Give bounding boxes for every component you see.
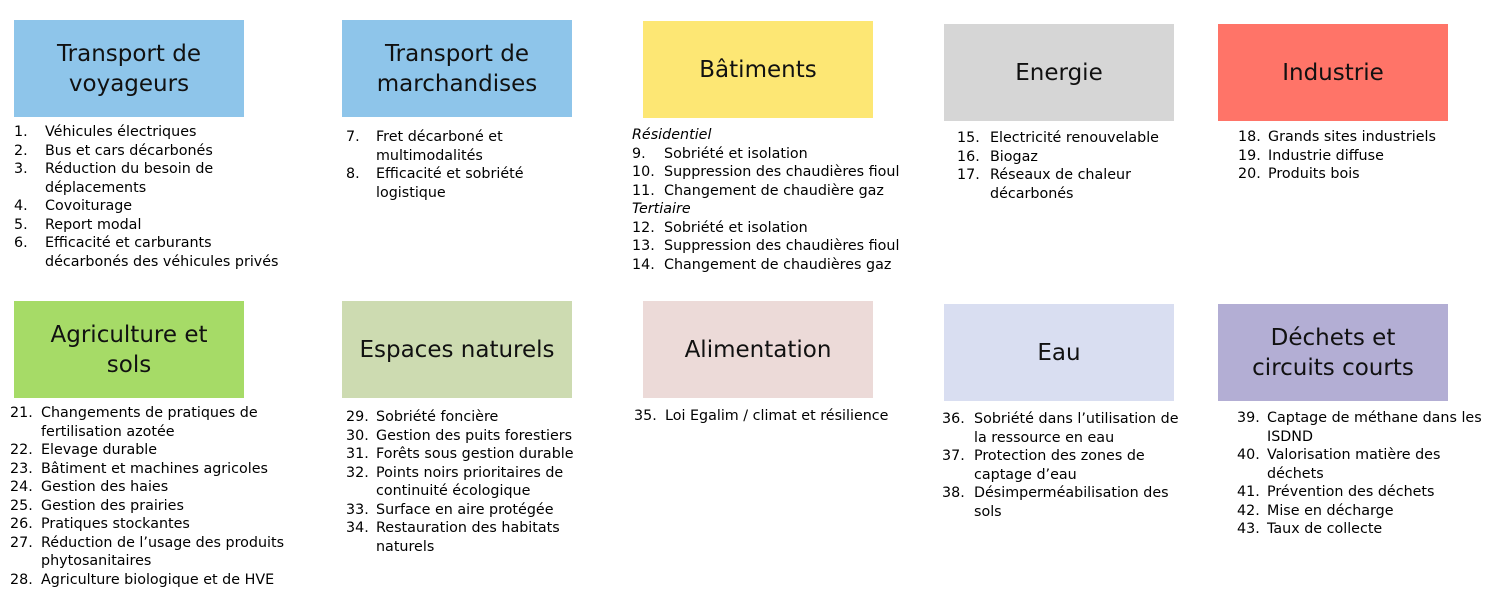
measure-item: [942, 447, 1179, 484]
subgroup-label: Tertiaire: [632, 201, 691, 217]
measure-text: Restauration des habitats naturels: [376, 520, 560, 555]
category-box-batiments: [643, 21, 873, 118]
measure-text: Sobriété foncière: [376, 409, 499, 425]
measure-item: [1237, 520, 1482, 539]
category-box-agriculture: [14, 301, 244, 398]
measure-item: [632, 163, 899, 182]
measure-text: Sobriété et isolation: [664, 219, 808, 236]
measure-text: Fret décarboné et multimodalités: [376, 129, 503, 164]
measure-item: [14, 197, 279, 216]
measure-number: 2.: [14, 142, 28, 159]
measure-item: [1237, 502, 1482, 521]
measure-text: Sobriété et isolation: [664, 145, 808, 162]
subgroup-label: Résidentiel: [632, 127, 712, 143]
category-box-alimentation: [643, 301, 873, 398]
category-title: Alimentation: [684, 336, 832, 363]
measure-item: [957, 148, 1159, 167]
measure-item: [1237, 483, 1482, 502]
measure-item: [1237, 446, 1482, 483]
measure-number: 41.: [1237, 484, 1260, 500]
measure-item: [942, 484, 1179, 521]
measure-number: 17.: [957, 167, 980, 183]
category-title: Agriculture et sols: [50, 321, 208, 378]
category-box-energie: [944, 24, 1174, 121]
measure-item: [10, 497, 284, 516]
measure-number: 43.: [1237, 521, 1260, 537]
measure-number: 33.: [346, 501, 369, 518]
measure-number: 11.: [632, 182, 655, 199]
measure-text: Sobriété dans l’utilisation de la ressource en eau: [974, 411, 1179, 446]
measure-text: Changements de pratiques de fertilisation azotée: [41, 405, 258, 440]
measure-item: [632, 237, 899, 256]
measure-text: Changement de chaudière gaz: [664, 182, 884, 199]
measure-number: 24.: [10, 479, 33, 495]
measure-text: Suppression des chaudières fioul: [664, 164, 900, 180]
category-box-espaces-naturels: [342, 301, 572, 398]
measure-text: Efficacité et carburants décarbonés des véhicules privés: [45, 235, 279, 270]
measure-number: 7.: [346, 129, 360, 145]
measure-number: 31.: [346, 446, 369, 462]
measure-item: [10, 478, 284, 497]
measure-item: [10, 571, 284, 590]
measure-number: 40.: [1237, 447, 1260, 463]
category-box-industrie: [1218, 24, 1448, 121]
measure-item: [346, 427, 574, 446]
measure-number: 3.: [14, 161, 28, 177]
category-box-dechets: [1218, 304, 1448, 401]
measure-number: 19.: [1238, 147, 1261, 164]
measure-list-transport-marchandises: [346, 128, 524, 202]
measure-text: Réduction du besoin de déplacements: [45, 161, 214, 196]
measure-number: 10.: [632, 164, 655, 180]
category-title: Eau: [1037, 339, 1081, 366]
measure-item: [14, 234, 279, 271]
measure-number: 23.: [10, 460, 33, 477]
measure-number: 14.: [632, 256, 655, 273]
measure-item: [957, 129, 1159, 148]
category-title: Transport de marchandises: [376, 40, 538, 97]
measure-number: 38.: [942, 485, 965, 501]
measure-number: 27.: [10, 534, 33, 551]
measure-item: [14, 216, 279, 235]
measure-text: Biogaz: [990, 148, 1038, 165]
measure-item: [14, 123, 279, 142]
measure-text: Electricité renouvelable: [990, 130, 1159, 146]
measure-item: [346, 445, 574, 464]
measure-item: [14, 160, 279, 197]
measure-item: [14, 142, 279, 161]
measure-text: Prévention des déchets: [1267, 484, 1435, 500]
measure-item: [634, 407, 888, 426]
measure-number: 20.: [1238, 166, 1261, 182]
measure-number: 34.: [346, 520, 369, 536]
category-title: Energie: [1015, 59, 1103, 86]
measure-number: 15.: [957, 130, 980, 146]
measure-text: Report modal: [45, 216, 142, 233]
measure-text: Industrie diffuse: [1268, 147, 1384, 164]
measure-item: [1237, 409, 1482, 446]
measure-item: [346, 165, 524, 202]
measure-number: 30.: [346, 427, 369, 444]
measure-number: 9.: [632, 145, 646, 162]
measure-number: 37.: [942, 448, 965, 464]
measure-number: 36.: [942, 411, 965, 427]
measure-number: 25.: [10, 497, 33, 514]
measure-number: 4.: [14, 198, 28, 214]
category-title: Industrie: [1282, 59, 1384, 86]
measure-number: 8.: [346, 166, 360, 182]
measure-item: [632, 182, 899, 201]
measure-item: [346, 501, 574, 520]
measure-text: Suppression des chaudières fioul: [664, 238, 900, 254]
measure-item: [346, 464, 574, 501]
measure-text: Valorisation matière des déchets: [1267, 447, 1441, 482]
measure-text: Réduction de l’usage des produits phytosanitaires: [41, 534, 285, 569]
category-title: Déchets et circuits courts: [1252, 324, 1414, 381]
measure-text: Protection des zones de captage d’eau: [974, 448, 1145, 483]
measure-number: 35.: [634, 408, 657, 424]
measure-text: Réseaux de chaleur décarbonés: [990, 167, 1131, 202]
measure-list-industrie: [1238, 128, 1436, 184]
measure-text: Pratiques stockantes: [41, 516, 190, 532]
measure-text: Elevage durable: [41, 442, 158, 458]
measure-text: Produits bois: [1268, 166, 1360, 182]
measure-number: 18.: [1238, 129, 1261, 145]
measure-number: 5.: [14, 216, 28, 233]
category-title: Espaces naturels: [359, 336, 555, 363]
measure-item: [632, 256, 899, 275]
measure-list-agriculture: [10, 404, 284, 589]
measure-number: 32.: [346, 464, 369, 481]
category-box-transport-marchandises: [342, 20, 572, 117]
measure-text: Désimperméabilisation des sols: [974, 485, 1169, 520]
category-box-transport-voyageurs: [14, 20, 244, 117]
measure-list-batiments: [632, 126, 899, 274]
measure-text: Captage de méthane dans les ISDND: [1267, 410, 1482, 445]
measure-item: [346, 519, 574, 556]
measure-item: [1238, 128, 1436, 147]
measure-text: Taux de collecte: [1267, 521, 1383, 537]
measure-list-dechets: [1237, 409, 1482, 539]
measure-list-espaces-naturels: [346, 408, 574, 556]
measure-item: [1238, 165, 1436, 184]
measure-text: Véhicules électriques: [45, 124, 197, 140]
measure-text: Gestion des puits forestiers: [376, 427, 573, 444]
measure-number: 26.: [10, 516, 33, 532]
measure-text: Changement de chaudières gaz: [664, 256, 892, 273]
measure-item: [10, 404, 284, 441]
measure-text: Covoiturage: [45, 198, 133, 214]
category-title: Bâtiments: [699, 56, 817, 83]
measure-number: 12.: [632, 219, 655, 236]
measure-item: [957, 166, 1159, 203]
measure-list-energie: [957, 129, 1159, 203]
measure-number: 6.: [14, 235, 28, 251]
measure-list-alimentation: [634, 407, 888, 426]
measure-text: Mise en décharge: [1267, 502, 1394, 519]
measure-text: Forêts sous gestion durable: [376, 446, 574, 462]
measure-text: Bâtiment et machines agricoles: [41, 460, 268, 477]
measure-text: Efficacité et sobriété logistique: [376, 166, 524, 201]
measure-text: Points noirs prioritaires de continuité écologique: [376, 464, 564, 499]
measure-number: 29.: [346, 409, 369, 425]
category-title: Transport de voyageurs: [57, 40, 201, 97]
measure-item: [10, 460, 284, 479]
measure-item: [10, 515, 284, 534]
measure-number: 39.: [1237, 410, 1260, 426]
measure-list-transport-voyageurs: [14, 123, 279, 271]
category-box-eau: [944, 304, 1174, 401]
measure-text: Gestion des prairies: [41, 497, 184, 514]
measure-number: 21.: [10, 405, 33, 421]
measure-item: [632, 219, 899, 238]
measure-number: 13.: [632, 238, 655, 254]
measure-text: Bus et cars décarbonés: [45, 142, 213, 159]
measure-number: 42.: [1237, 502, 1260, 519]
measure-item: [346, 128, 524, 165]
measure-text: Surface en aire protégée: [376, 501, 554, 518]
measure-text: Loi Egalim / climat et résilience: [665, 408, 889, 424]
measure-item: [1238, 147, 1436, 166]
measure-text: Gestion des haies: [41, 479, 169, 495]
measure-item: [942, 410, 1179, 447]
measure-text: Grands sites industriels: [1268, 129, 1436, 145]
measure-number: 22.: [10, 442, 33, 458]
measure-item: [632, 145, 899, 164]
measure-item: [10, 534, 284, 571]
measure-number: 1.: [14, 124, 28, 140]
measure-number: 28.: [10, 571, 33, 588]
measure-text: Agriculture biologique et de HVE: [41, 571, 275, 588]
measure-item: [346, 408, 574, 427]
measure-item: [10, 441, 284, 460]
measure-list-eau: [942, 410, 1179, 521]
measure-number: 16.: [957, 148, 980, 165]
